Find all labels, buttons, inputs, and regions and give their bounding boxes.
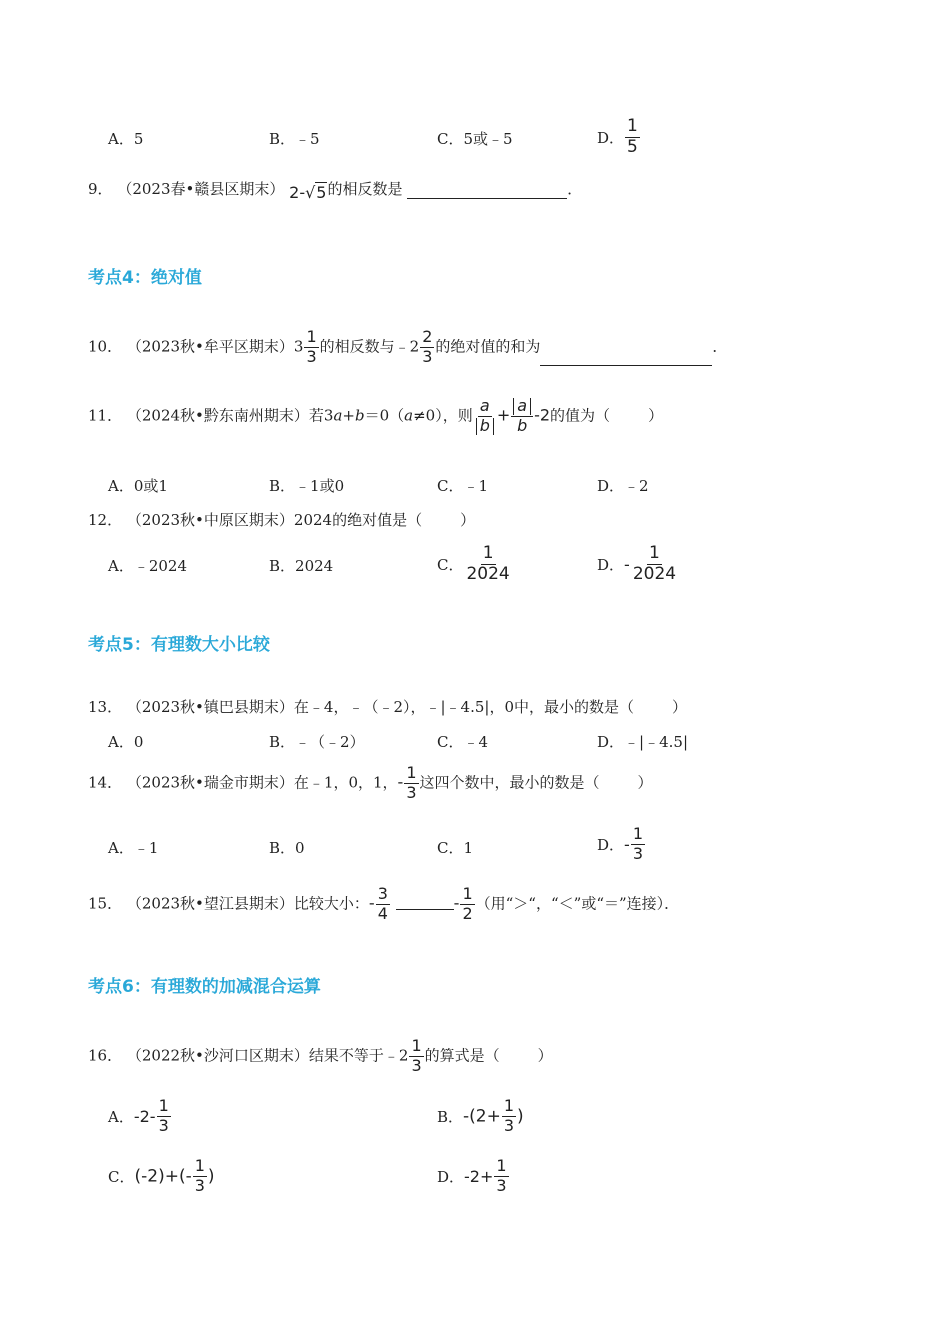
option-value: 1 — [463, 839, 474, 857]
question-9 — [88, 178, 583, 202]
fraction: $\frac{1}{3}$ — [194, 1156, 205, 1195]
q16-option-c[interactable] — [108, 1158, 215, 1195]
option-label: D． — [597, 555, 625, 574]
option-label: D． — [597, 733, 625, 751]
option-label: C． — [437, 555, 464, 574]
option-label: B． — [269, 477, 296, 495]
option-label: A． — [108, 839, 134, 857]
q8-option-b[interactable] — [269, 128, 320, 149]
option-label: D． — [597, 477, 625, 495]
option-value: ﹣|﹣4.5| — [624, 733, 688, 751]
punct: ） — [537, 1046, 553, 1065]
q14-option-b[interactable] — [269, 837, 305, 858]
q16-option-b[interactable] — [437, 1098, 524, 1135]
fraction: $\frac{1}{3}$ — [496, 1156, 507, 1195]
q11-option-d[interactable] — [597, 475, 649, 496]
option-label: D． — [437, 1167, 465, 1186]
question-text: 2024的绝对值是（ — [293, 511, 423, 529]
question-source: （2023秋•中原区期末） — [126, 511, 294, 529]
mixed-whole: 2 — [398, 1046, 409, 1065]
option-value: 5 — [133, 130, 144, 148]
q13-option-b[interactable] — [269, 731, 365, 752]
fraction: $\frac{1}{3}$ — [158, 1096, 169, 1135]
option-value: 5或﹣5 — [463, 130, 513, 148]
q11-option-a[interactable] — [108, 475, 168, 496]
option-label: D． — [597, 128, 625, 147]
option-value: ﹣2 — [624, 477, 649, 495]
q13-option-d[interactable] — [597, 731, 688, 752]
option-label: B． — [269, 839, 296, 857]
option-label: A． — [108, 733, 134, 751]
question-number: 14． — [88, 773, 123, 792]
question-text: 的值为（ — [550, 406, 611, 425]
fraction: $\frac{3}{4}$ — [377, 884, 388, 923]
question-number: 10． — [88, 337, 123, 356]
option-value: 0 — [133, 733, 144, 751]
q14-option-d[interactable] — [597, 826, 646, 863]
q12-option-a[interactable] — [108, 555, 187, 576]
math-term: (-2)+(- — [134, 1166, 192, 1187]
fraction: $\frac{1}{2}$ — [462, 884, 473, 923]
question-15 — [88, 886, 679, 923]
option-label: C． — [437, 130, 464, 148]
q8-option-d[interactable] — [597, 118, 641, 157]
question-text: 若3 — [308, 406, 334, 425]
option-label: C． — [108, 1167, 135, 1186]
question-text: ＝0（ — [364, 406, 405, 425]
option-value: ﹣4 — [463, 733, 489, 751]
option-label: B． — [269, 733, 296, 751]
option-value: 0 — [295, 839, 305, 857]
operator: + — [342, 406, 355, 425]
question-text: 的相反数是 — [327, 180, 403, 198]
option-label: B． — [437, 1107, 464, 1126]
punct: ） — [637, 773, 653, 792]
sign: - — [397, 772, 404, 792]
math-term: -(2+ — [463, 1106, 501, 1127]
fraction: $\frac{1}{5}$ — [627, 116, 638, 157]
q8-option-c[interactable] — [437, 128, 513, 149]
option-value: ﹣1或0 — [295, 477, 345, 495]
question-source: （2022秋•沙河口区期末） — [126, 1046, 309, 1065]
sign: - — [624, 834, 630, 854]
question-text: 的相反数与﹣ — [319, 337, 410, 356]
question-14 — [88, 765, 653, 802]
question-source: （2023秋•牟平区期末） — [126, 337, 294, 356]
math-term: ) — [517, 1106, 524, 1127]
variable: a — [333, 406, 343, 425]
question-text: 的绝对值的和为 — [435, 337, 541, 356]
option-value: 2024 — [295, 557, 334, 575]
option-label: A． — [108, 1107, 134, 1126]
fraction: $\frac{1}{2024}$ — [466, 543, 510, 584]
variable: a — [404, 406, 414, 425]
question-number: 12． — [88, 511, 123, 529]
option-value: ﹣（﹣2） — [295, 733, 365, 751]
q8-option-a[interactable] — [108, 128, 143, 149]
math-term: -2- — [133, 1106, 156, 1126]
math-term: ) — [207, 1166, 215, 1187]
section-heading-5: 考点5：有理数大小比较 — [88, 635, 270, 655]
question-12 — [88, 509, 475, 530]
punct: ） — [460, 511, 476, 529]
punct: ） — [672, 698, 688, 716]
q14-option-c[interactable] — [437, 837, 473, 858]
q12-option-c[interactable] — [437, 545, 513, 584]
section-heading-6: 考点6：有理数的加减混合运算 — [88, 977, 321, 997]
sign: - — [453, 893, 460, 913]
q16-option-d[interactable] — [437, 1158, 510, 1195]
radical-sign-icon: √ — [305, 183, 316, 202]
option-value: ﹣5 — [295, 130, 320, 148]
fraction: $\frac{1}{3}$ — [306, 327, 317, 366]
option-label: B． — [269, 130, 296, 148]
math-term: -2+ — [464, 1166, 494, 1186]
question-source: （2023秋•瑞金市期末） — [126, 773, 294, 792]
q11-option-b[interactable] — [269, 475, 344, 496]
punct: ． — [712, 337, 728, 356]
option-value: ﹣1 — [133, 839, 159, 857]
fraction: $\frac{1}{3}$ — [411, 1036, 422, 1075]
punct: ） — [648, 406, 664, 425]
question-text: （用“＞“，“＜”或“＝”连接）． — [475, 894, 680, 913]
mixed-whole: 3 — [293, 337, 304, 356]
sign: - — [368, 893, 375, 913]
question-text: 的算式是（ — [424, 1046, 500, 1065]
answer-blank[interactable] — [407, 184, 567, 199]
q13-option-c[interactable] — [437, 731, 488, 752]
option-label: A． — [108, 557, 134, 575]
q11-option-c[interactable] — [437, 475, 488, 496]
option-label: C． — [437, 839, 464, 857]
question-number: 16． — [88, 1046, 123, 1065]
question-number: 13． — [88, 698, 123, 716]
question-number: 11． — [88, 406, 123, 425]
q16-option-a[interactable] — [108, 1098, 172, 1135]
question-10 — [88, 329, 727, 366]
punct: ． — [567, 180, 583, 198]
fraction: $\frac{1}{3}$ — [503, 1096, 515, 1135]
option-label: B． — [269, 557, 296, 575]
option-label: D． — [597, 835, 625, 854]
question-11: 11． （2024秋•黔东南州期末）若3a+b＝0（a≠0），则 $\frac{a}{b}$ + $\frac{a}{b}$ -2的值为（ ） — [88, 396, 664, 435]
question-16 — [88, 1038, 553, 1075]
q14-option-a[interactable] — [108, 837, 158, 858]
question-text: 这四个数中，最小的数是（ — [419, 773, 600, 792]
fraction: $\frac{2}{3}$ — [422, 327, 433, 366]
fraction: $\frac{1}{2024}$ — [632, 543, 677, 584]
option-label: C． — [437, 477, 464, 495]
question-source: （2024秋•黔东南州期末） — [126, 406, 309, 425]
q13-option-a[interactable] — [108, 731, 143, 752]
question-number: 9． — [88, 180, 113, 198]
variable: b — [354, 406, 365, 425]
question-text: 在﹣4，﹣（﹣2），﹣|﹣4.5|，0中，最小的数是（ — [293, 698, 635, 716]
mixed-whole: 2 — [409, 337, 420, 356]
fraction: $\frac{a}{b}$ — [511, 398, 533, 435]
math-term: -2 — [534, 405, 551, 425]
question-text: 比较大小： — [293, 894, 369, 913]
question-text: ≠0），则 — [413, 406, 473, 425]
q12-option-d[interactable] — [597, 545, 679, 584]
option-value: ﹣1 — [463, 477, 489, 495]
radical-expression: 2-√5 — [289, 183, 327, 202]
sign: - — [624, 554, 630, 574]
answer-blank[interactable] — [540, 351, 712, 366]
fraction: $\frac{1}{3}$ — [406, 763, 417, 802]
question-text: 在﹣1，0，1， — [293, 773, 398, 792]
question-13 — [88, 696, 687, 717]
question-source: （2023春•赣县区期末） — [117, 180, 285, 198]
q12-option-b[interactable] — [269, 555, 333, 576]
option-label: A． — [108, 130, 134, 148]
question-source: （2023秋•望江县期末） — [126, 894, 294, 913]
question-source: （2023秋•镇巴县期末） — [126, 698, 294, 716]
question-text: 结果不等于﹣ — [308, 1046, 399, 1065]
option-value: 0或1 — [133, 477, 168, 495]
option-label: A． — [108, 477, 134, 495]
option-value: ﹣2024 — [133, 557, 188, 575]
fraction: $\frac{a}{b}$ — [474, 398, 496, 435]
question-number: 15． — [88, 894, 123, 913]
fraction: $\frac{1}{3}$ — [632, 824, 643, 863]
option-label: C． — [437, 733, 464, 751]
answer-blank[interactable] — [396, 899, 454, 910]
section-heading-4: 考点4：绝对值 — [88, 268, 202, 288]
